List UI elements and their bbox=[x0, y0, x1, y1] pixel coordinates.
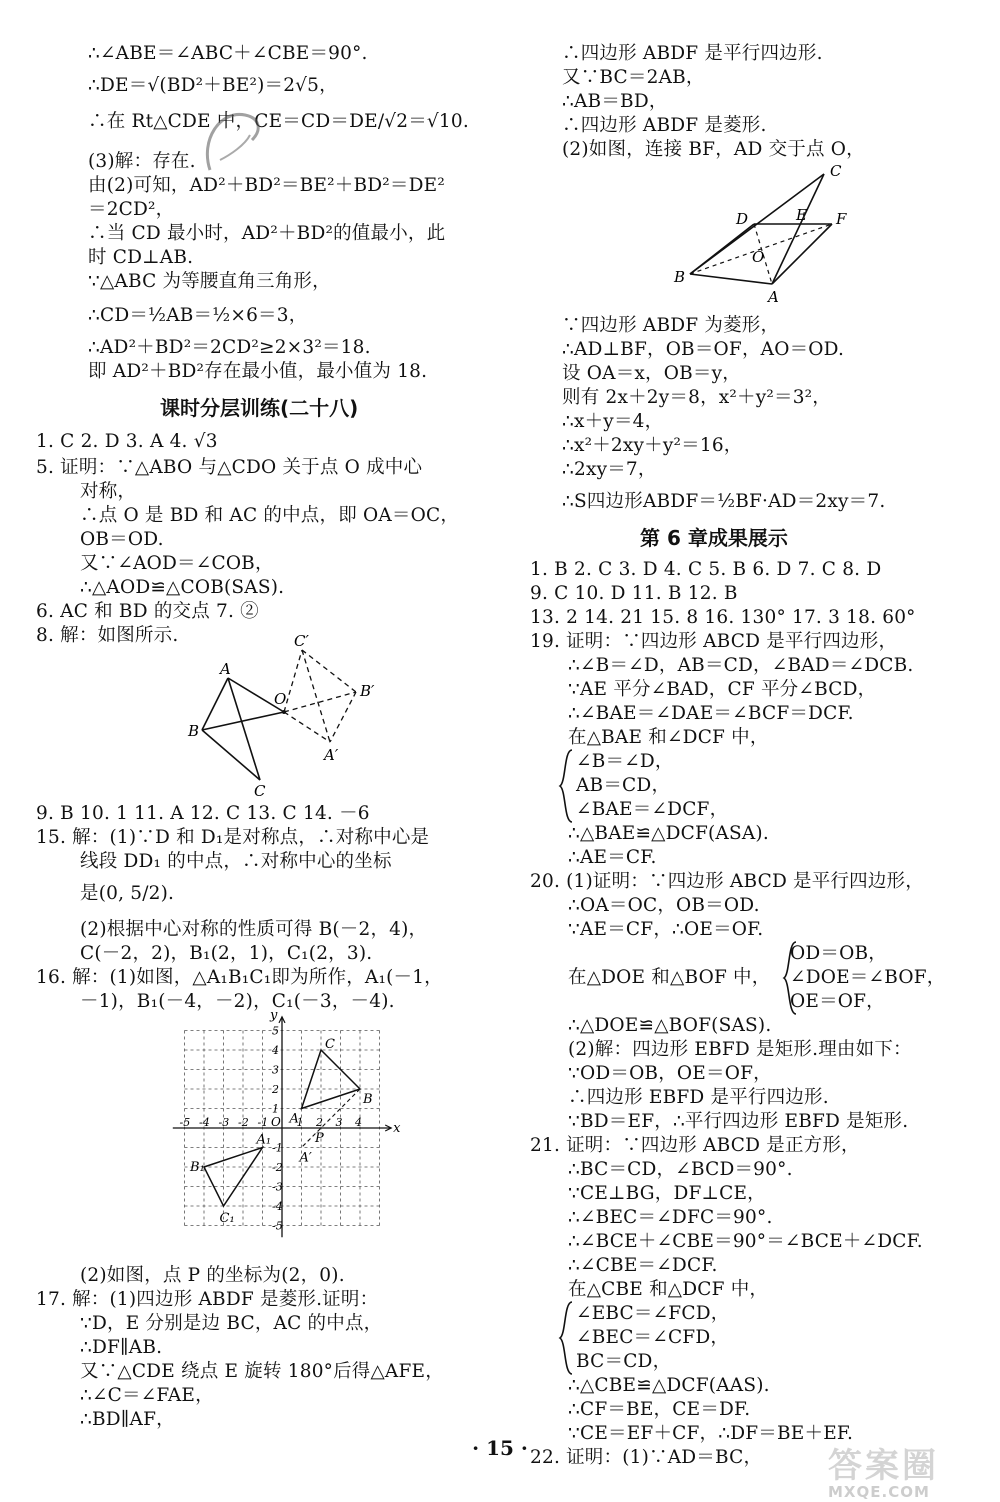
label-a: A bbox=[289, 1111, 299, 1127]
right-line-4: (2)如图，连接 BF，AD 交于点 O， bbox=[562, 139, 865, 160]
fig8-label-a: A bbox=[220, 660, 231, 678]
y-tick-label: 1 bbox=[272, 1102, 279, 1116]
fig8-label-o: O bbox=[274, 690, 287, 708]
right-line-22: AB＝CD， bbox=[576, 775, 671, 796]
label-b: B bbox=[363, 1092, 373, 1107]
x-tick-label: -4 bbox=[199, 1116, 210, 1129]
right-line-36: ∴四边形 EBFD 是平行四边形. bbox=[568, 1087, 829, 1108]
figure-q17 bbox=[670, 162, 860, 312]
label-c: C bbox=[325, 1037, 335, 1052]
right-line-5: ∵四边形 ABDF 为菱形， bbox=[562, 315, 780, 336]
dashed-bp bbox=[302, 1089, 361, 1148]
left-line-34: ∴∠C＝∠FAE， bbox=[80, 1385, 214, 1406]
left-line-1: ∴DE＝√(BD²＋BE²)＝2√5， bbox=[88, 75, 338, 96]
right-line-44: 在△CBE 和△DCF 中， bbox=[568, 1279, 769, 1300]
y-tick-label: -5 bbox=[272, 1219, 283, 1233]
fig8-label-b-prime: B′ bbox=[360, 682, 375, 700]
x-tick-label: 3 bbox=[335, 1116, 343, 1129]
page-number: · 15 · bbox=[472, 1436, 528, 1460]
label-a1: A₁ bbox=[256, 1132, 272, 1148]
right-line-21: ∠B＝∠D， bbox=[576, 751, 674, 772]
right-line-30: 在△DOE 和△BOF 中， bbox=[568, 967, 771, 988]
right-line-34: (2)解：四边形 EBFD 是矩形.理由如下： bbox=[568, 1039, 912, 1060]
left-line-6: ∴当 CD 最小时，AD²＋BD²的值最小，此 bbox=[88, 223, 446, 244]
right-line-13: 1. B 2. C 3. D 4. C 5. B 6. D 7. C 8. D bbox=[530, 559, 882, 580]
left-line-2: ∴在 Rt△CDE 中，CE＝CD＝DE/√2＝√10. bbox=[88, 111, 469, 132]
figure-q16-grid bbox=[170, 1010, 420, 1246]
right-line-28: ∵AE＝CF，∴OE＝OF. bbox=[568, 919, 764, 940]
y-tick-label: -4 bbox=[272, 1200, 283, 1213]
left-line-29: (2)如图，点 P 的坐标为(2，0). bbox=[80, 1265, 345, 1286]
right-line-49: ∴CF＝BE，CE＝DF. bbox=[568, 1399, 751, 1420]
fig8-label-c: C bbox=[254, 782, 266, 800]
fig17-label-e: E bbox=[796, 206, 807, 224]
brace-q19 bbox=[558, 748, 576, 824]
right-line-14: 9. C 10. D 11. B 12. B bbox=[530, 583, 738, 604]
right-line-10: ∴x²＋2xy＋y²＝16， bbox=[562, 435, 743, 456]
right-line-15: 13. 2 14. 21 15. 8 16. 130° 17. 3 18. 60° bbox=[530, 607, 916, 628]
left-line-26: C(－2，2)，B₁(2，1)，C₁(2，3). bbox=[80, 943, 373, 964]
right-line-18: ∵AE 平分∠BAD，CF 平分∠BCD， bbox=[568, 679, 877, 700]
left-line-19: 6. AC 和 BD 的交点 7. ② bbox=[36, 601, 259, 622]
watermark-line1: 答案圈 bbox=[828, 1446, 939, 1486]
left-line-24: 是(0, 5/2). bbox=[80, 883, 175, 904]
right-line-26: 20. (1)证明：∵四边形 ABCD 是平行四边形， bbox=[530, 871, 924, 892]
left-line-21: 9. B 10. 1 11. A 12. C 13. C 14. －6 bbox=[36, 803, 370, 824]
brace-q20 bbox=[782, 940, 800, 1016]
right-line-48: ∴△CBE≌△DCF(AAS). bbox=[568, 1375, 770, 1396]
right-line-11: ∴2xy＝7， bbox=[562, 459, 657, 480]
x-tick-label: -1 bbox=[257, 1116, 269, 1129]
left-line-11: 即 AD²＋BD²存在最小值，最小值为 18. bbox=[88, 361, 428, 382]
fig17-label-b: B bbox=[674, 268, 686, 286]
axis-label-x: x bbox=[393, 1121, 401, 1136]
fig17-label-o: O bbox=[752, 248, 765, 266]
right-line-47: BC＝CD， bbox=[576, 1351, 672, 1372]
right-line-3: ∴四边形 ABDF 是菱形. bbox=[562, 115, 767, 136]
left-line-22: 15. 解：(1)∵D 和 D₁是对称点，∴对称中心是 bbox=[36, 827, 430, 848]
right-line-19: ∴∠BAE＝∠DAE＝∠BCF＝DCF. bbox=[568, 703, 854, 724]
watermark-logo bbox=[828, 1438, 978, 1501]
right-line-38: 21. 证明：∵四边形 ABCD 是正方形， bbox=[530, 1135, 860, 1156]
right-line-35: ∵OD＝OB，OE＝OF， bbox=[568, 1063, 772, 1084]
label-a-prime: A′ bbox=[299, 1150, 312, 1166]
label-c1: C₁ bbox=[219, 1211, 235, 1226]
right-line-8: 则有 2x＋2y＝8，x²＋y²＝3²， bbox=[562, 387, 831, 408]
fig8-label-c-prime: C′ bbox=[294, 632, 309, 650]
x-tick-label: -2 bbox=[238, 1116, 249, 1129]
y-tick-label: 5 bbox=[272, 1024, 279, 1038]
right-line-31: ∠DOE＝∠BOF， bbox=[790, 967, 946, 988]
right-line-43: ∴∠CBE＝∠DCF. bbox=[568, 1255, 718, 1276]
y-tick-label: 4 bbox=[272, 1044, 279, 1057]
stamp-mark bbox=[190, 100, 280, 190]
right-line-37: ∵BD＝EF，∴平行四边形 EBFD 是矩形. bbox=[568, 1111, 909, 1132]
right-line-50: ∵CE＝EF＋CF，∴DF＝BE＋EF. bbox=[568, 1423, 854, 1444]
x-tick-label: -5 bbox=[179, 1116, 191, 1129]
section-heading-ch6: 第 6 章成果展示 bbox=[640, 526, 788, 550]
center-point-o bbox=[282, 710, 286, 714]
right-line-1: 又∵BC＝2AB， bbox=[562, 67, 705, 88]
right-line-9: ∴x＋y＝4， bbox=[562, 411, 664, 432]
fig17-label-f: F bbox=[836, 210, 847, 228]
left-line-31: ∵D，E 分别是边 BC，AC 的中点， bbox=[80, 1313, 383, 1334]
right-line-29: OD＝OB， bbox=[790, 943, 887, 964]
fig17-label-c: C bbox=[830, 162, 842, 180]
right-line-12: ∴S四边形ABDF＝½BF·AD＝2xy＝7. bbox=[562, 491, 886, 512]
left-line-25: (2)根据中心对称的性质可得 B(－2，4)， bbox=[80, 919, 428, 940]
section-heading-28: 课时分层训练(二十八) bbox=[160, 396, 359, 420]
coordinate-grid bbox=[170, 1010, 420, 1246]
watermark-line2: MXQE.COM bbox=[828, 1483, 930, 1501]
left-line-23: 线段 DD₁ 的中点，∴对称中心的坐标 bbox=[80, 851, 392, 872]
origin-label: O bbox=[271, 1115, 281, 1129]
fig8-label-b: B bbox=[188, 722, 200, 740]
right-line-2: ∴AB＝BD， bbox=[562, 91, 668, 112]
left-line-8: ∵△ABC 为等腰直角三角形， bbox=[88, 271, 331, 292]
left-line-20: 8. 解：如图所示. bbox=[36, 625, 179, 646]
left-line-18: ∴△AOD≌△COB(SAS). bbox=[80, 577, 285, 598]
left-line-17: 又∵∠AOD＝∠COB， bbox=[80, 553, 274, 574]
right-line-7: 设 OA＝x，OB＝y， bbox=[562, 363, 741, 384]
y-tick-label: -3 bbox=[272, 1180, 283, 1194]
left-line-32: ∴DF∥AB. bbox=[80, 1337, 163, 1358]
right-line-27: ∴OA＝OC，OB＝OD. bbox=[568, 895, 760, 916]
right-line-24: ∴△BAE≌△DCF(ASA). bbox=[568, 823, 769, 844]
label-b1: B₁ bbox=[190, 1160, 205, 1175]
left-line-14: 对称， bbox=[80, 481, 137, 502]
left-line-3: (3)解：存在. bbox=[88, 151, 196, 172]
right-line-0: ∴四边形 ABDF 是平行四边形. bbox=[562, 43, 823, 64]
left-line-33: 又∵△CDE 绕点 E 旋转 180°后得△AFE， bbox=[80, 1361, 444, 1382]
left-line-12: 1. C 2. D 3. A 4. √3 bbox=[36, 431, 218, 452]
left-line-9: ∴CD＝½AB＝½×6＝3， bbox=[88, 305, 308, 326]
left-line-13: 5. 证明：∵△ABO 与△CDO 关于点 O 成中心 bbox=[36, 457, 423, 478]
right-line-39: ∴BC＝CD，∠BCD＝90°. bbox=[568, 1159, 793, 1180]
brace-q21 bbox=[558, 1300, 576, 1376]
y-tick-label: -2 bbox=[272, 1161, 283, 1174]
right-line-42: ∴∠BCE＋∠CBE＝90°＝∠BCE＋∠DCF. bbox=[568, 1231, 923, 1252]
left-line-27: 16. 解：(1)如图，△A₁B₁C₁即为所作，A₁(－1， bbox=[36, 967, 443, 988]
fig17-label-d: D bbox=[736, 210, 749, 228]
right-line-51: 22. 证明：(1)∵AD＝BC， bbox=[530, 1447, 763, 1468]
right-line-32: OE＝OF， bbox=[790, 991, 885, 1012]
label-p: P bbox=[315, 1131, 324, 1146]
right-line-46: ∠BEC＝∠CFD， bbox=[576, 1327, 730, 1348]
right-line-41: ∴∠BEC＝∠DFC＝90°. bbox=[568, 1207, 773, 1228]
right-line-45: ∠EBC＝∠FCD， bbox=[576, 1303, 730, 1324]
right-line-16: 19. 证明：∵四边形 ABCD 是平行四边形， bbox=[530, 631, 898, 652]
right-line-25: ∴AE＝CF. bbox=[568, 847, 657, 868]
right-line-23: ∠BAE＝∠DCF， bbox=[576, 799, 729, 820]
left-line-7: 时 CD⊥AB. bbox=[88, 247, 194, 268]
x-tick-label: 4 bbox=[355, 1116, 362, 1129]
y-tick-label: -1 bbox=[272, 1141, 283, 1155]
right-line-17: ∴∠B＝∠D，AB＝CD，∠BAD＝∠DCB. bbox=[568, 655, 914, 676]
right-line-20: 在△BAE 和∠DCF 中， bbox=[568, 727, 769, 748]
triangle-a1b1c1 bbox=[204, 1148, 263, 1207]
left-line-35: ∴BD∥AF， bbox=[80, 1409, 175, 1430]
y-tick-label: 2 bbox=[272, 1083, 279, 1096]
right-line-40: ∵CE⊥BG，DF⊥CE， bbox=[568, 1183, 766, 1204]
left-line-0: ∴∠ABE＝∠ABC＋∠CBE＝90°. bbox=[88, 43, 368, 64]
right-line-6: ∴AD⊥BF，OB＝OF，AO＝OD. bbox=[562, 339, 845, 360]
left-line-30: 17. 解：(1)四边形 ABDF 是菱形.证明： bbox=[36, 1289, 379, 1310]
right-line-33: ∴△DOE≌△BOF(SAS). bbox=[568, 1015, 772, 1036]
left-line-28: －1)，B₁(－4，－2)，C₁(－3，－4). bbox=[80, 991, 395, 1012]
fig17-label-a: A bbox=[768, 288, 779, 306]
left-line-5: ＝2CD²， bbox=[88, 199, 175, 220]
x-tick-label: 1 bbox=[296, 1116, 304, 1129]
axis-label-y: y bbox=[270, 1010, 278, 1023]
left-line-15: ∴点 O 是 BD 和 AC 的中点，即 OA＝OC， bbox=[80, 505, 460, 526]
left-line-4: 由(2)可知，AD²＋BD²＝BE²＋BD²＝DE² bbox=[88, 175, 445, 196]
y-tick-label: 3 bbox=[272, 1063, 279, 1077]
figure-q8 bbox=[180, 630, 400, 800]
x-tick-label: -3 bbox=[218, 1116, 230, 1129]
left-line-10: ∴AD²＋BD²＝2CD²≥2×3²＝18. bbox=[88, 337, 371, 358]
fig8-label-a-prime: A′ bbox=[324, 746, 339, 764]
triangle-abc bbox=[302, 1050, 361, 1109]
x-tick-label: 2 bbox=[316, 1116, 323, 1129]
left-line-16: OB＝OD. bbox=[80, 529, 164, 550]
